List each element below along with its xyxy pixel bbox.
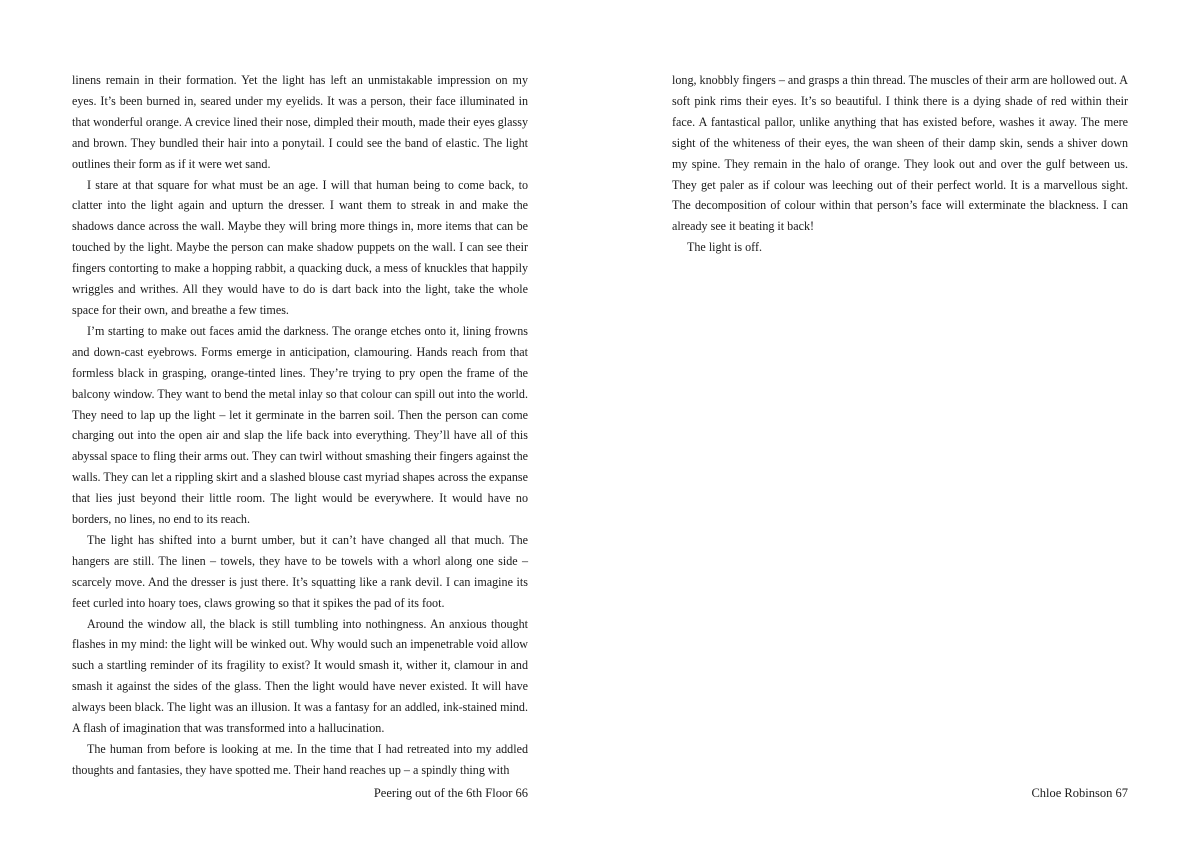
left-page (72, 70, 528, 810)
paragraph: The light has shifted into a burnt umber, but it can’t have changed all that much. The hangers are still. The linen – towels, they have to be towels with a whorl along one side – scarcely move. And the dresser is just there. It’s squatting like a rank devil. I can imagine its feet curled into hoary toes, claws growing so that it spikes the pad of its foot. (72, 532, 528, 610)
left-page-body (72, 70, 528, 781)
left-page-footer: Peering out of the 6th Floor 66 (373, 786, 528, 800)
right-page-body (672, 70, 1128, 258)
paragraph: long, knobbly fingers – and grasps a thin thread. The muscles of their arm are hollowed out. A soft pink rims their eyes. It’s so beautiful. I think there is a dying shade of red within their face. A fantastical pallor, unlike anything that has existed before, washes it away. The mere sight of the whiteness of their eyes, the wan sheen of their damp skin, sends a shiver down my spine. They remain in the halo of orange. They look out and over the gulf between us. They get paler as if colour was leeching out of their perfect world. It is a marvellous sight. The decomposition of colour within that person’s face will exterminate the blackness. I can already see it beating it back! (672, 73, 1128, 234)
right-page-footer: Chloe Robinson 67 (1031, 786, 1128, 800)
paragraph: I’m starting to make out faces amid the darkness. The orange etches onto it, lining frowns and down-cast eyebrows. Forms emerge in anticipation, clamouring. Hands reach from that formless black in grasping, orange-tinted lines. They’re trying to pry open the frame of the balcony window. They want to bend the metal inlay so that colour can spill out into the world. They need to lap up the light – let it germinate in the barren soil. Then the person can come charging out into the open air and slap the life back into everything. They’ll have all of this abyssal space to fling their arms out. They can twirl without smashing their fingers against the walls. They can let a rippling skirt and a slashed blouse cast myriad shapes across the expanse that lies just beyond their little room. The light would be everywhere. It would have no borders, no lines, no end to its reach. (72, 323, 528, 527)
paragraph: The human from before is looking at me. In the time that I had retreated into my addled thoughts and fantasies, they have spotted me. Their hand reaches up – a spindly thing with (72, 742, 528, 777)
right-page (672, 70, 1128, 810)
paragraph: linens remain in their formation. Yet the light has left an unmistakable impression on my eyes. It’s been burned in, seared under my eyelids. It was a person, their face illuminated in that wonderful orange. A crevice lined their nose, dimpled their mouth, made their eyes glassy and brown. They bundled their hair into a ponytail. I could see the band of elastic. The light outlines their form as if it were wet sand. (72, 73, 528, 171)
paragraph: Around the window all, the black is still tumbling into nothingness. An anxious thought flashes in my mind: the light will be winked out. Why would such an impenetrable void allow such a startling reminder of its fragility to exist? It would smash it, wither it, clamour in and smash it against the sides of the glass. Then the light would have never existed. It will have always been black. The light was an illusion. It was a fantasy for an addled, ink-stained mind. A flash of imagination that was transformed into a hallucination. (72, 616, 528, 736)
paragraph: The light is off. (687, 240, 763, 255)
paragraph: I stare at that square for what must be an age. I will that human being to come back, to clatter into the light again and upturn the dresser. I want them to streak in and make the shadows dance across the wall. Maybe they will bring more things in, more items that can be touched by the light. Maybe the person can make shadow puppets on the wall. I can see their fingers contorting to make a hopping rabbit, a quacking duck, a mess of knuckles that happily wriggles and writhes. All they would have to do is dart back into the light, take the whole space for their own, and breathe a few times. (72, 177, 528, 317)
